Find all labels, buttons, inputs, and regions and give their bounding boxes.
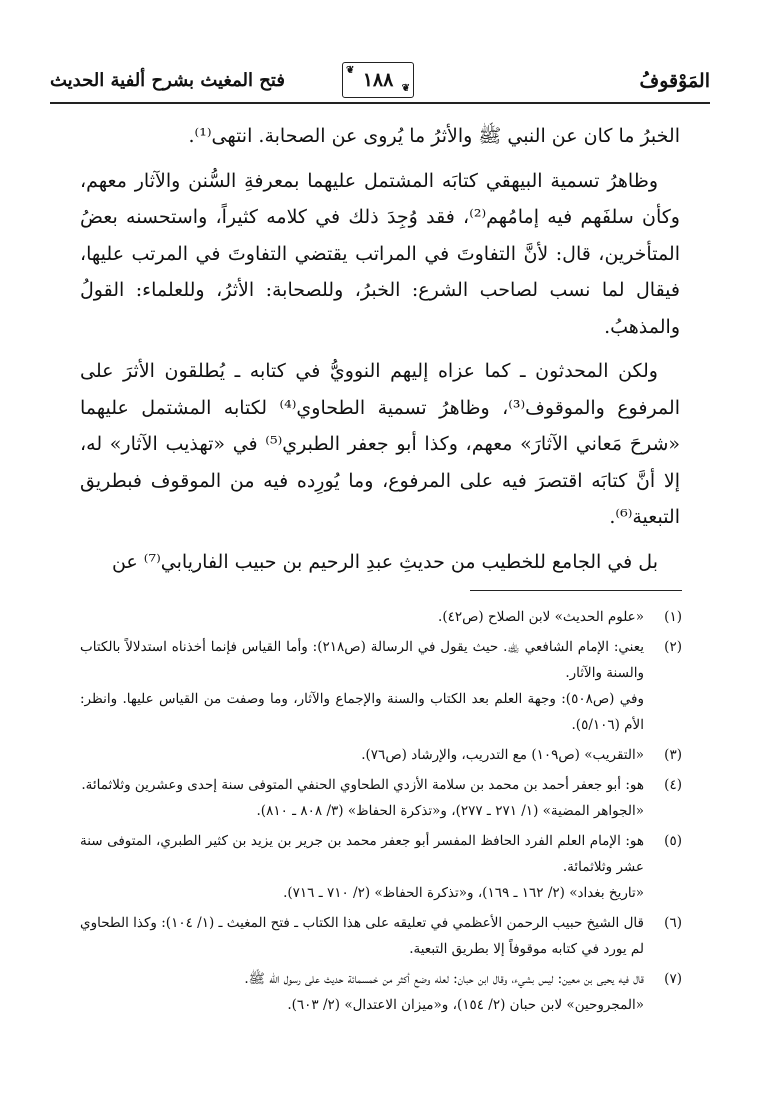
paragraph: ولكن المحدثون ـ كما عزاه إليهم النوويُّ في كتابه ـ يُطلقون الأثرَ على المرفوع والموقوف⁽³⁾، وظاهرُ تسمية الطحاوي⁽⁴⁾ لكتابه المشتمل عليهما «شرحَ مَعاني الآثارَ» معهم، وكذا أبو جعفر الطبري⁽⁵⁾ في «تهذيب الآثار» له، إلا أنَّ كتابَه اقتصرَ فيه على المرفوع، وما يُورِده فيه من الموقوف فبطريق التبعية⁽⁶⁾. [80, 360, 680, 528]
footnote [80, 910, 682, 962]
footnote-number: (٣) [664, 747, 682, 763]
corner-ornament-icon: ❦ [346, 65, 355, 76]
page-number-frame [342, 62, 414, 98]
footnote-text: يعني: الإمام الشافعي ﵀. حيث يقول في الرسالة (ص٢١٨): وأما القياس فإنما أخذناه استدلالاً بالكتاب والسنة والآثار. [80, 639, 644, 681]
footnote-text: «التقريب» (ص١٠٩) مع التدريب، والإرشاد (ص٧٦). [361, 747, 644, 763]
paragraph: وظاهرُ تسمية البيهقي كتابَه المشتمل عليهما بمعرفةِ السُّنن والآثار معهم، وكأن سلفَهم فيه إمامُهم⁽²⁾، فقد وُجِدَ ذلك في كلامه كثيراً، واستحسنه بعضُ المتأخرين، قال: لأنَّ التفاوتَ في المراتب يقتضي التفاوتَ في المرتب عليها، فيقال لما نسب لصاحب الشرع: الخبرُ، وللصحابة: الأثرُ، وللعلماء: القولُ والمذهبُ. [80, 169, 680, 338]
footnote [80, 634, 682, 738]
footnote [80, 828, 682, 906]
footnote-text: قال الشيخ حبيب الرحمن الأعظمي في تعليقه على هذا الكتاب ـ فتح المغيث ـ (١/ ١٠٤): وكذا الطحاوي لم يورد في كتابه موقوفاً إلا بطريق التبعية. [80, 915, 644, 957]
footnote-number: (٦) [664, 915, 682, 931]
footnote-number: (١) [664, 609, 682, 625]
footnote-number: (٢) [664, 639, 682, 655]
footnote-number: (٧) [664, 971, 682, 987]
page-header [50, 62, 710, 108]
footnote-divider [470, 590, 682, 591]
footnote [80, 966, 682, 1018]
footnote [80, 772, 682, 824]
header-divider [50, 102, 710, 104]
footnote-number: (٥) [664, 833, 682, 849]
corner-ornament-icon: ❦ [401, 83, 410, 94]
footnote-text: «علوم الحديث» لابن الصلاح (ص٤٢). [438, 609, 644, 625]
footnote-text: «المجروحين» لابن حبان (٢/ ١٥٤)، و«ميزان الاعتدال» (٢/ ٦٠٣). [287, 997, 644, 1013]
footnotes [80, 604, 682, 1022]
footnote-text: «تاريخ بغداد» (٢/ ١٦٢ ـ ١٦٩)، و«تذكرة الحفاظ» (٢/ ٧١٠ ـ ٧١٦). [283, 885, 644, 901]
footnote-text: قال فيه يحيى بن معين: ليس بشيء، وقال ابن حبان: لعله وضع أكثر من خمسمائة حديث على رسول الله ﷺ. [244, 971, 644, 987]
main-text [80, 118, 680, 588]
footnote [80, 742, 682, 768]
footnote-text: «الجواهر المضية» (١/ ٢٧١ ـ ٢٧٧)، و«تذكرة الحفاظ» (٣/ ٨٠٨ ـ ٨١٠). [256, 803, 644, 819]
footnote-text: هو: الإمام العلم الفرد الحافظ المفسر أبو جعفر محمد بن جرير بن يزيد بن كثير الطبري، المتوفى سنة عشر وثلاثمائة. [80, 833, 644, 875]
chapter-title: المَوْقوفُ [639, 70, 710, 92]
book-title: فتح المغيث بشرح ألفية الحديث [50, 70, 285, 91]
paragraph: الخبرُ ما كان عن النبي ﷺ والأثرُ ما يُروى عن الصحابة. انتهى⁽¹⁾. [188, 125, 680, 147]
footnote [80, 604, 682, 630]
paragraph: بل في الجامع للخطيب من حديثِ عبدِ الرحيم بن حبيب الفاريابي⁽⁷⁾ عن [111, 550, 658, 573]
footnote-text: وفي (ص٥٠٨): وجهة العلم بعد الكتاب والسنة والإجماع والآثار، وما وصفت من القياس عليها. وانظر: الأم (٥/١٠٦). [80, 691, 644, 733]
footnote-number: (٤) [664, 777, 682, 793]
page-number: ١٨٨ [362, 69, 394, 91]
footnote-text: هو: أبو جعفر أحمد بن محمد بن سلامة الأزدي الطحاوي الحنفي المتوفى سنة إحدى وعشرين وثلاثمائة. [81, 777, 644, 793]
